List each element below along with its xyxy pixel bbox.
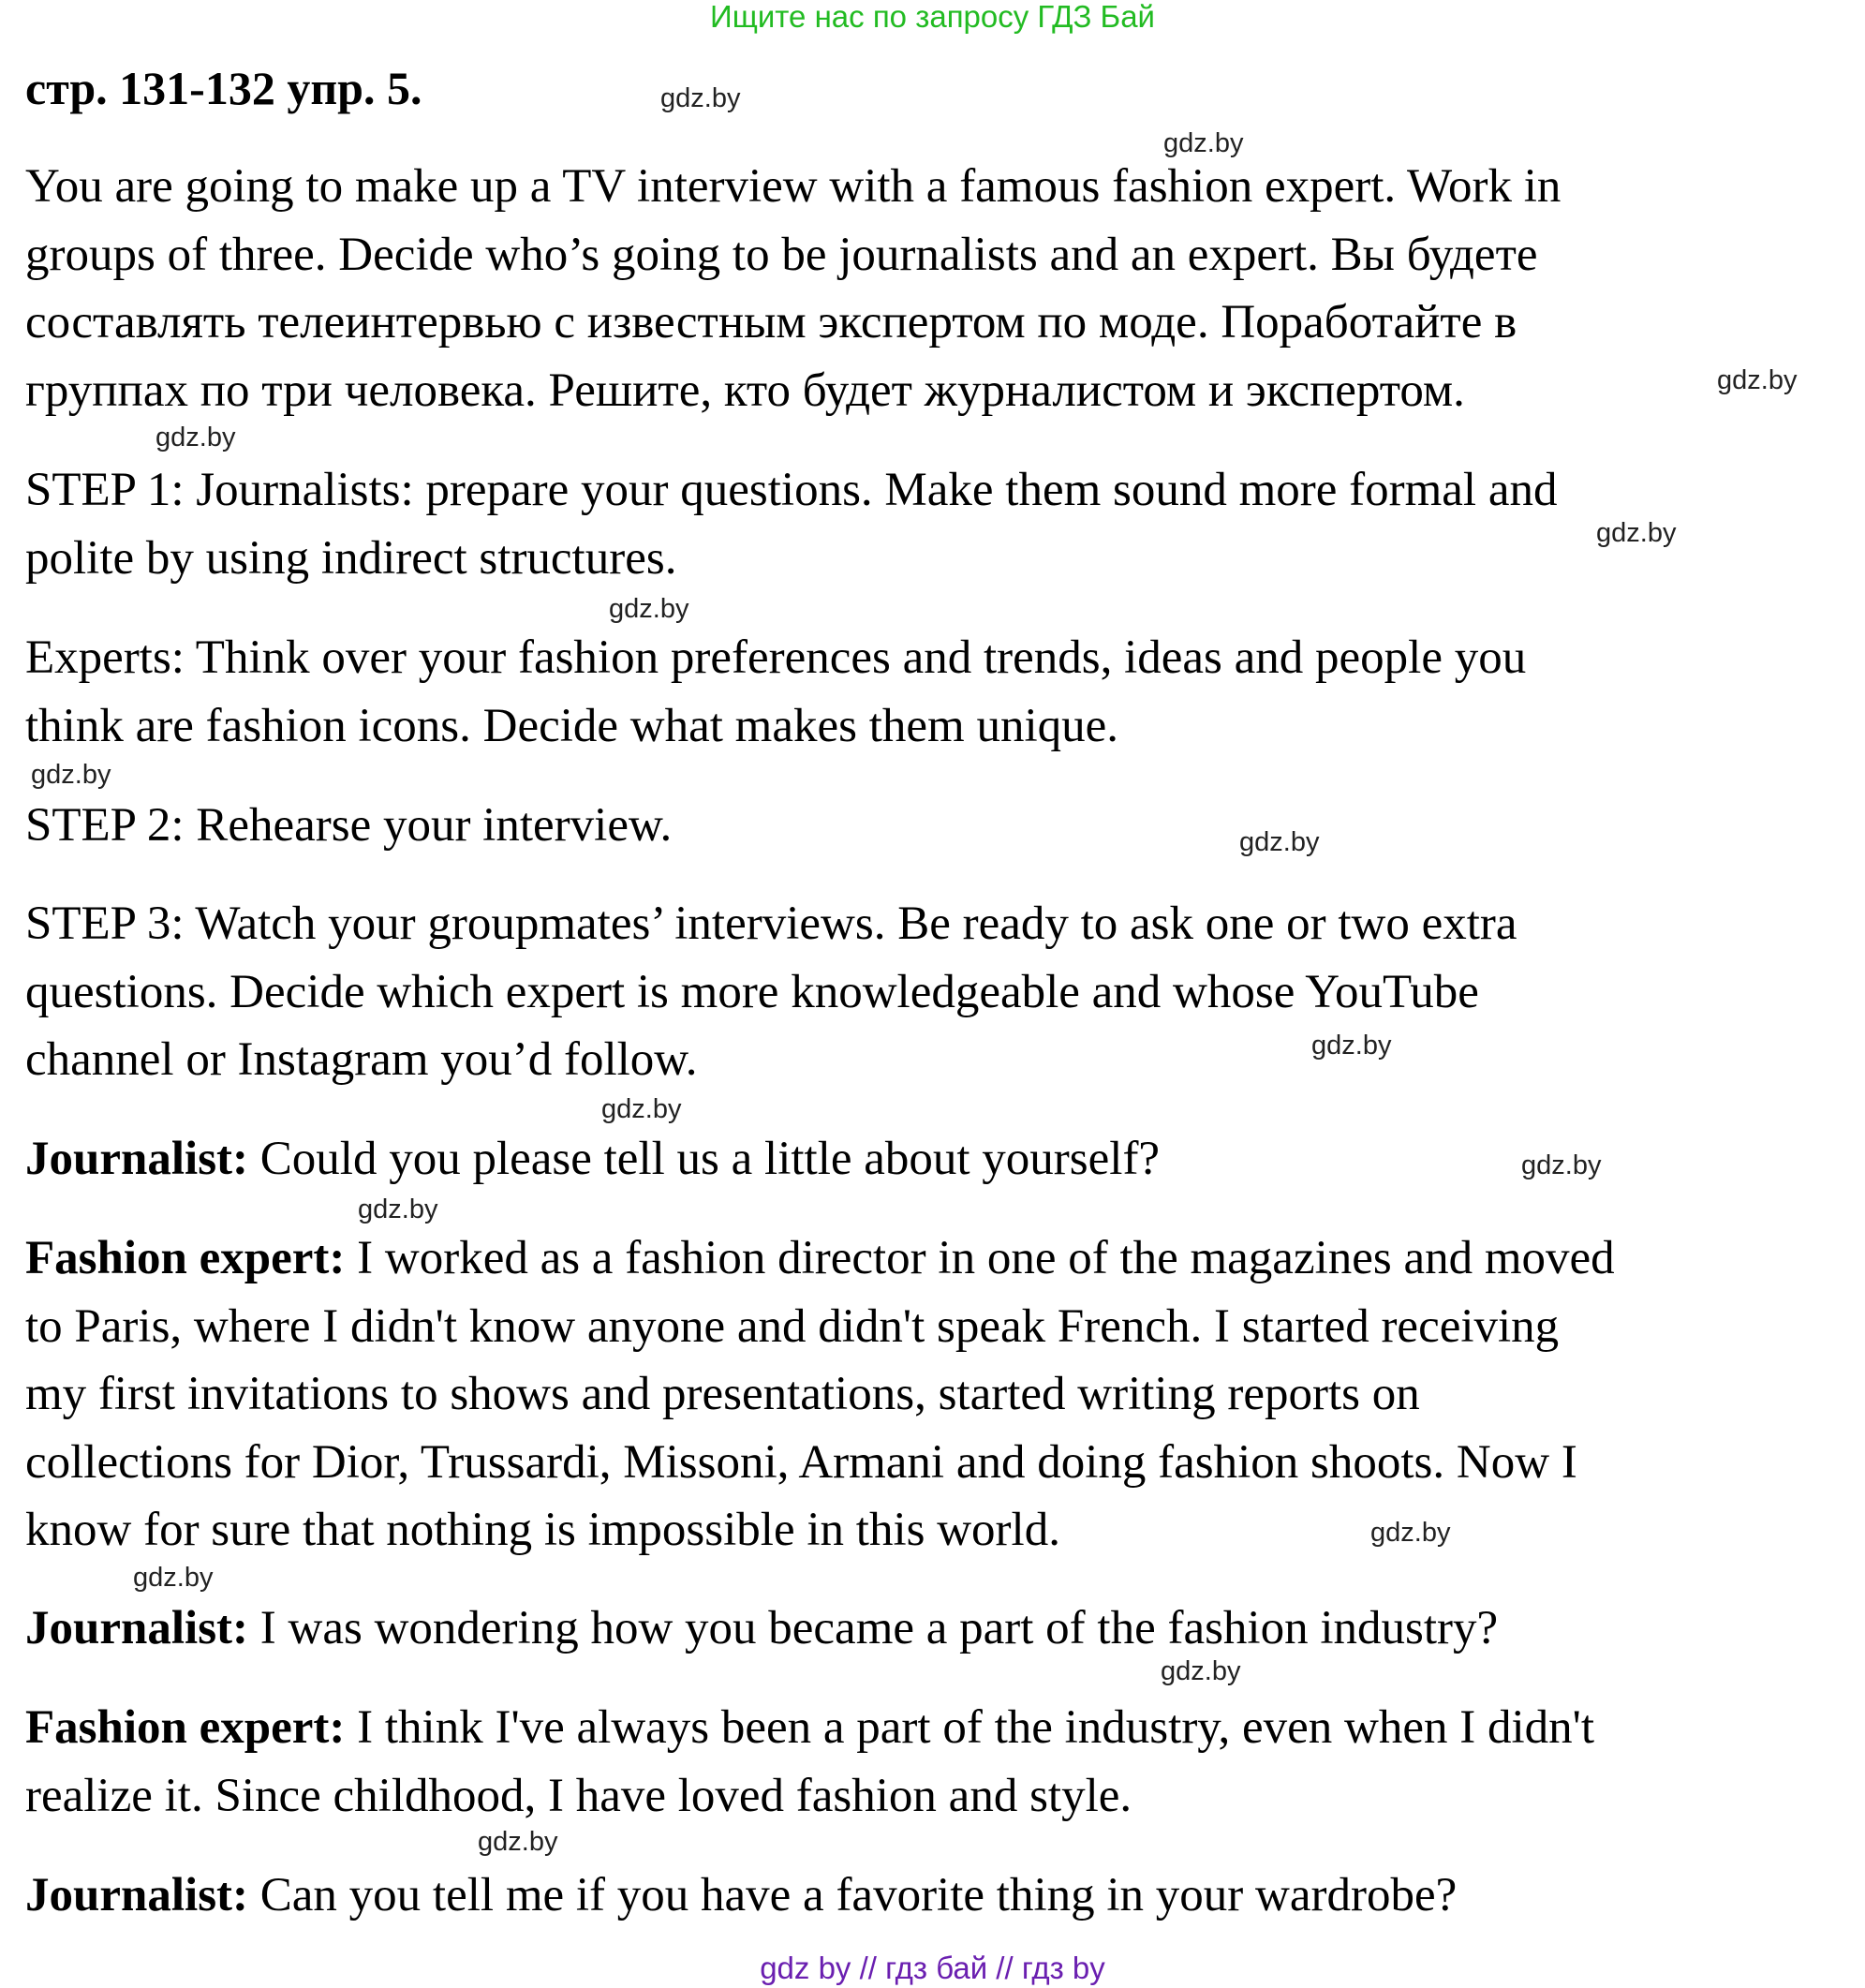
dialogue-line: collections for Dior, Trussardi, Missoni, Armani and doing fashion shoots. Now I — [25, 1435, 1577, 1489]
watermark: gdz.by — [1521, 1150, 1602, 1180]
task-line: You are going to make up a TV interview with a famous fashion expert. Work in — [25, 160, 1562, 213]
speaker-label: Journalist: — [25, 1602, 249, 1654]
watermark: gdz.by — [155, 423, 236, 452]
watermark: gdz.by — [1163, 128, 1244, 158]
page-title: стр. 131-132 упр. 5. — [25, 62, 422, 114]
watermark: gdz.by — [1311, 1031, 1392, 1061]
dialogue-text: I was wondering how you became a part of the fashion industry? — [248, 1602, 1499, 1654]
dialogue-expert-1 — [25, 1224, 1852, 1565]
experts-line: Experts: Think over your fashion preferences and trends, ideas and people you — [25, 631, 1527, 684]
dialogue-journalist-2 — [25, 1595, 1852, 1663]
speaker-label: Journalist: — [25, 1133, 249, 1185]
step3-paragraph — [25, 890, 1852, 1094]
speaker-label: Fashion expert: — [25, 1232, 346, 1284]
dialogue-text: I worked as a fashion director in one of the magazines and moved — [345, 1232, 1615, 1284]
watermark: gdz.by — [609, 594, 689, 624]
dialogue-journalist-3 — [25, 1862, 1852, 1930]
dialogue-text: I think I've always been a part of the industry, even when I didn't — [345, 1701, 1594, 1754]
task-line: составлять телеинтервью с известным экспертом по моде. Поработайте в — [25, 296, 1517, 349]
dialogue-line — [25, 1224, 1852, 1293]
task-line: группах по три человека. Решите, кто будет журналистом и экспертом. — [25, 363, 1465, 417]
step1-line: polite by using indirect structures. — [25, 531, 677, 585]
watermark: gdz.by — [358, 1194, 438, 1224]
dialogue-expert-2 — [25, 1694, 1852, 1830]
watermark: gdz.by — [478, 1827, 558, 1857]
experts-line: think are fashion icons. Decide what makes them unique. — [25, 699, 1118, 752]
step1-line: STEP 1: Journalists: prepare your questions. Make them sound more formal and — [25, 464, 1558, 516]
watermark: gdz.by — [31, 760, 111, 790]
watermark: gdz.by — [1370, 1518, 1451, 1548]
step3-line: STEP 3: Watch your groupmates’ interviews. Be ready to ask one or two extra — [25, 898, 1517, 950]
step3-line: questions. Decide which expert is more knowledgeable and whose YouTube — [25, 965, 1479, 1018]
dialogue-line: know for sure that nothing is impossible in this world. — [25, 1504, 1060, 1556]
watermark: gdz.by — [660, 83, 741, 113]
dialogue-line: to Paris, where I didn't know anyone and didn't speak French. I started receiving — [25, 1299, 1560, 1353]
dialogue-line — [25, 1595, 1852, 1663]
watermark: gdz.by — [1596, 518, 1677, 548]
dialogue-line: realize it. Since childhood, I have loved fashion and style. — [25, 1769, 1132, 1822]
top-banner: Ищите нас по запросу ГДЗ Бай — [710, 0, 1155, 34]
task-paragraph — [25, 153, 1852, 424]
speaker-label: Fashion expert: — [25, 1701, 346, 1754]
dialogue-text: Could you please tell us a little about yourself? — [248, 1133, 1161, 1185]
watermark: gdz.by — [1717, 365, 1798, 395]
watermark: gdz.by — [1239, 827, 1320, 857]
step1-paragraph — [25, 456, 1852, 592]
dialogue-line: my first invitations to shows and presentations, started writing reports on — [25, 1368, 1420, 1420]
dialogue-line — [25, 1694, 1852, 1762]
dialogue-line — [25, 1862, 1852, 1930]
step3-line: channel or Instagram you’d follow. — [25, 1033, 698, 1086]
step2-paragraph — [25, 792, 1852, 860]
dialogue-text: Can you tell me if you have a favorite thing in your wardrobe? — [248, 1869, 1458, 1921]
task-line: groups of three. Decide who’s going to be journalists and an expert. Вы будете — [25, 228, 1538, 281]
watermark: gdz.by — [133, 1563, 214, 1593]
step2-line: STEP 2: Rehearse your interview. — [25, 799, 673, 852]
experts-paragraph — [25, 624, 1852, 760]
watermark: gdz.by — [1161, 1656, 1241, 1686]
speaker-label: Journalist: — [25, 1869, 249, 1921]
footer-banner: gdz by // гдз бай // гдз by — [760, 1951, 1105, 1985]
watermark: gdz.by — [601, 1094, 682, 1124]
